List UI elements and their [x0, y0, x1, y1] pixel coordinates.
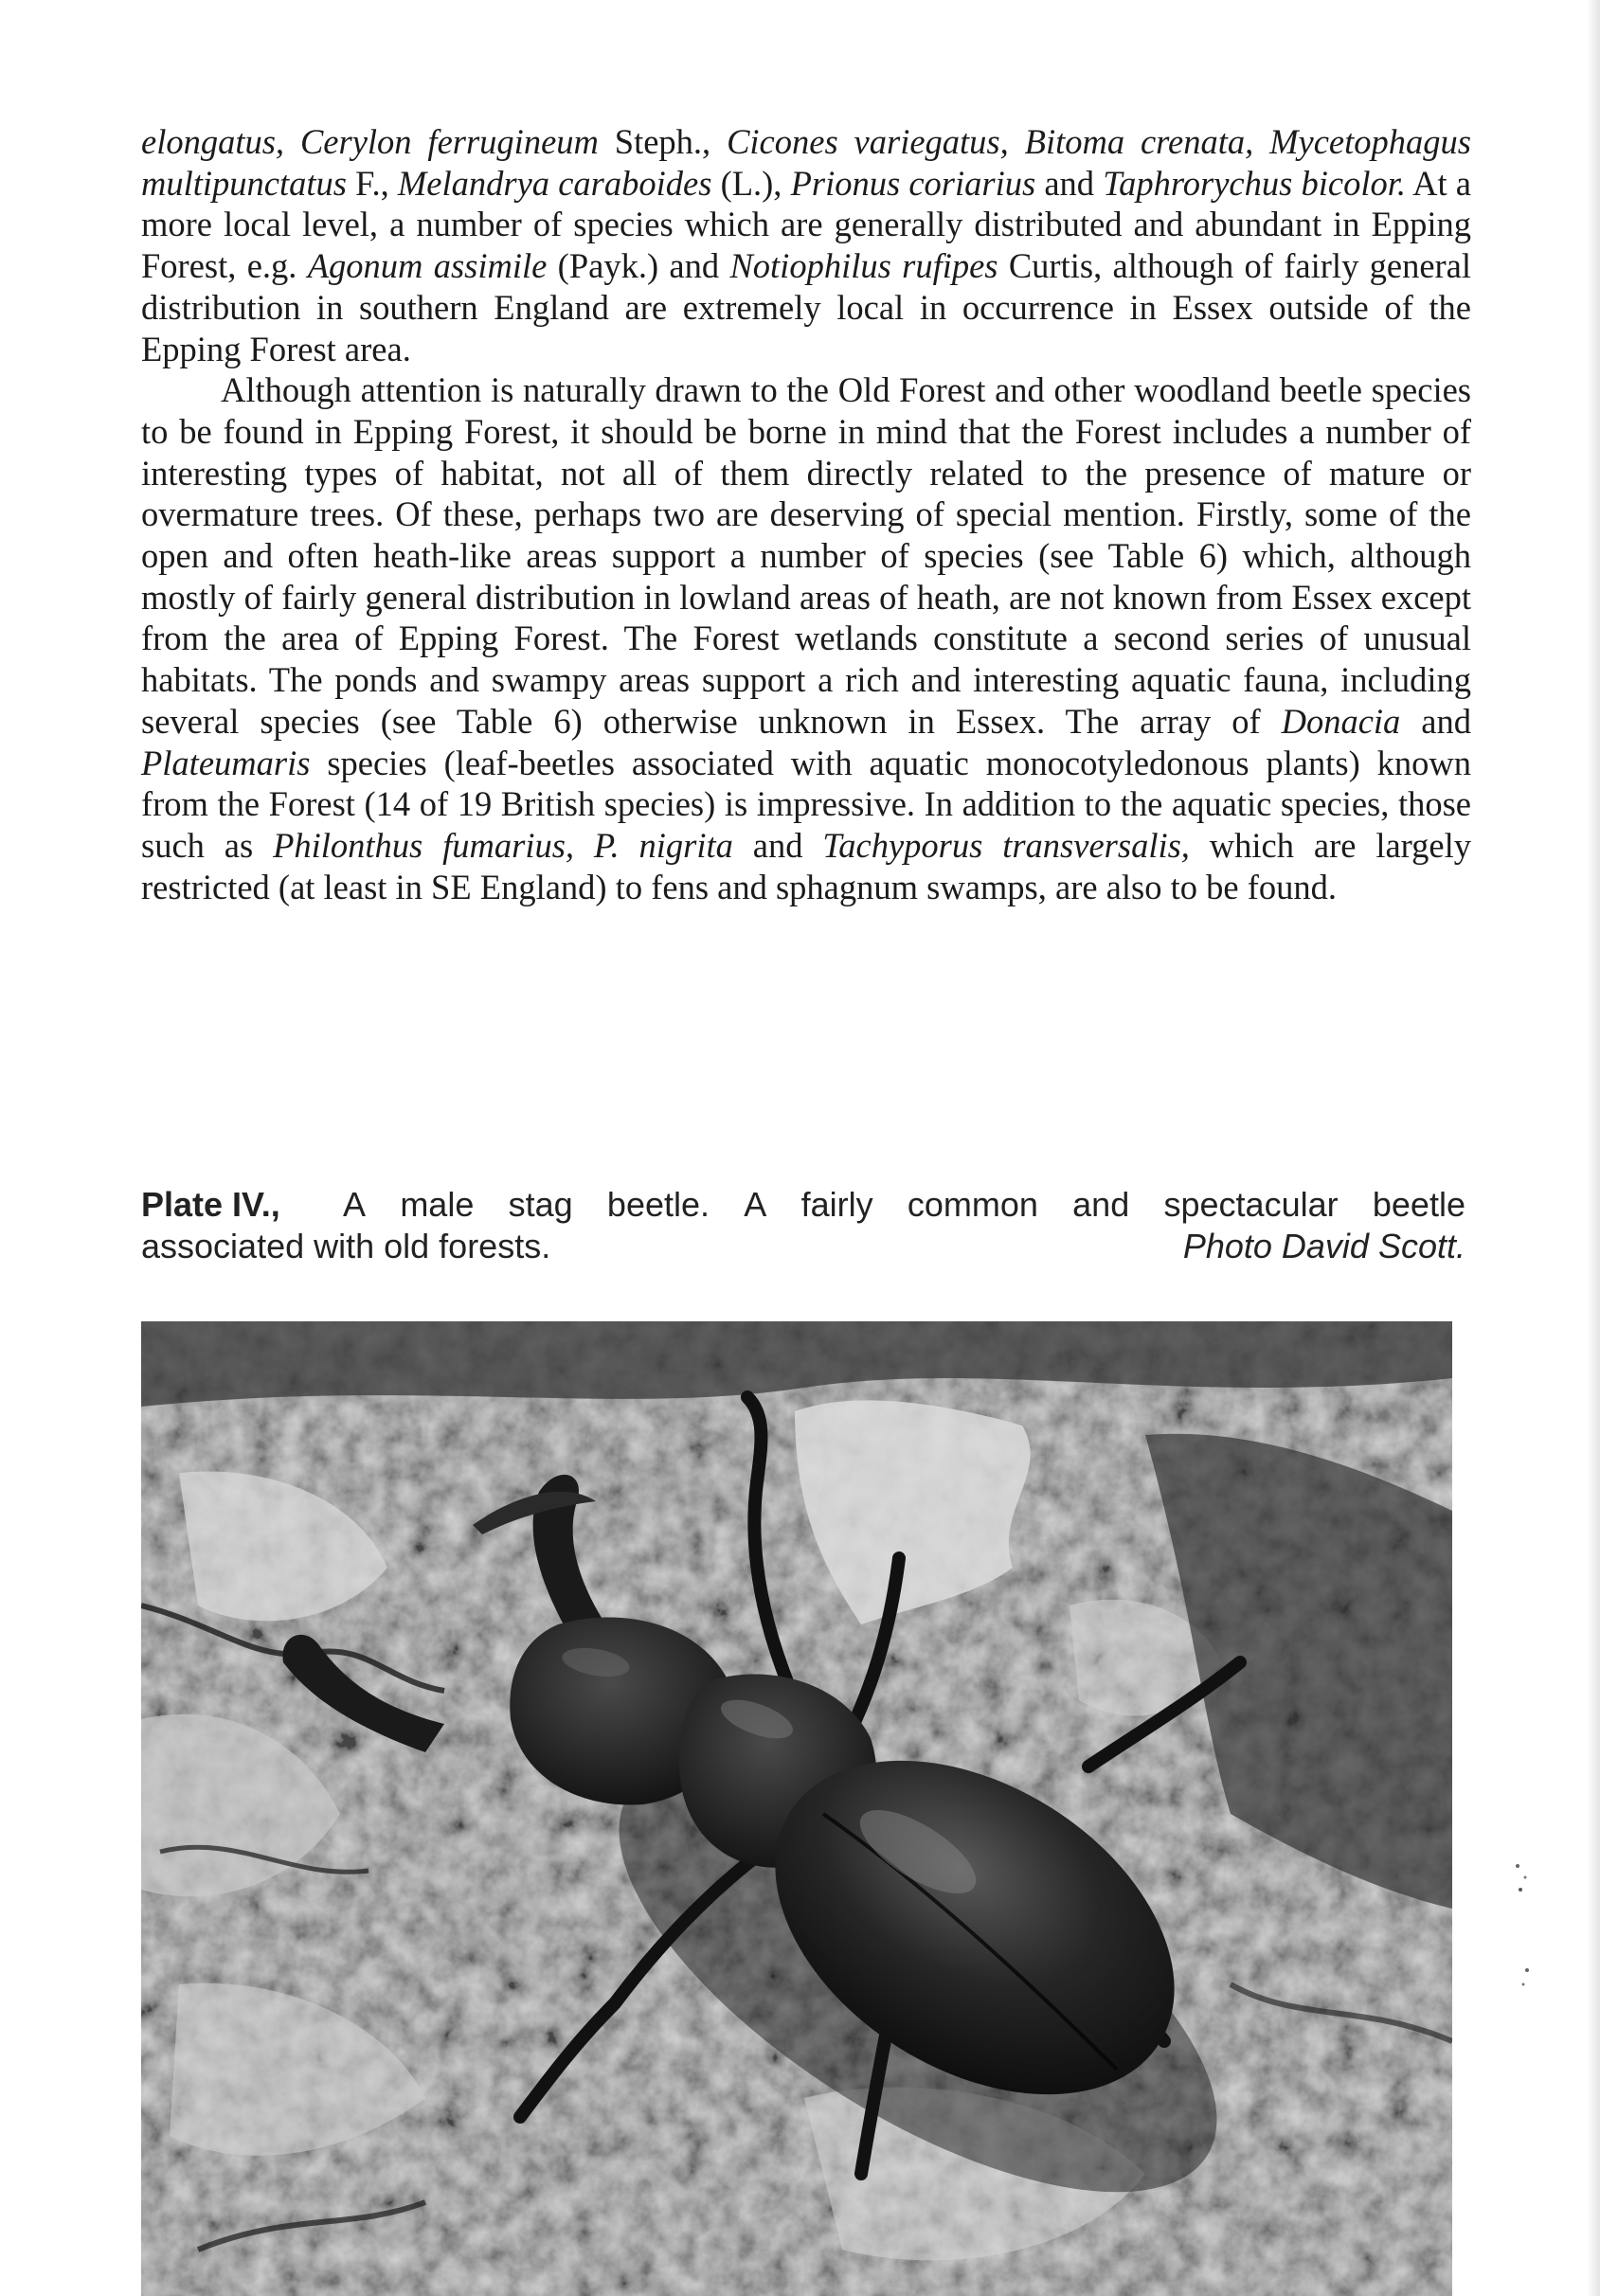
caption-line-1	[141, 1184, 1465, 1226]
caption-word: A	[744, 1185, 767, 1224]
text-run: Although attention is naturally drawn to the Old Forest and other woodland beetle species to be found in Epping Forest, it should be borne in mind that the Forest includes a number of interesting types of habitat, not all of them directly related to the presence of mature or overmature trees. Of these, perhaps two are deserving of special mention. Firstly, some of the open and often heath-like areas support a number of species (see Table 6) which, although mostly of fairly general distribution in lowland areas of heath, are not known from Essex except from the area of Epping Forest. The Forest wetlands constitute a second series of unusual habitats. The ponds and swampy areas support a rich and interesting aquatic fauna, including several species (see Table 6) otherwise unknown in Essex. The array of	[141, 370, 1471, 741]
species-cerylon: elongatus, Cerylon ferrugineum	[141, 122, 599, 161]
plate-label: Plate IV.,	[141, 1185, 280, 1224]
caption-word: and	[1072, 1185, 1130, 1224]
caption-word: A	[343, 1185, 367, 1224]
caption-word: male	[400, 1185, 475, 1224]
species-melandrya: Melandrya caraboides	[397, 163, 712, 203]
scan-specks	[1506, 1857, 1544, 2008]
caption-word: spectacular	[1163, 1185, 1339, 1224]
caption-line-2	[141, 1226, 1465, 1267]
paragraph-1	[141, 121, 1471, 369]
species-notiophilus: Notiophilus rufipes	[729, 246, 998, 286]
caption-word: beetle.	[606, 1185, 710, 1224]
text-run: and	[732, 825, 823, 865]
species-prionus: Prionus coriarius	[790, 163, 1036, 203]
caption-word: common	[907, 1185, 1038, 1224]
text-run: (L.),	[711, 163, 791, 203]
photo-credit: Photo David Scott.	[1182, 1227, 1465, 1265]
genus-plateumaris: Plateumaris	[141, 743, 311, 782]
species-tachyporus: Tachyporus transversalis,	[822, 825, 1190, 865]
species-list: Cicones variegatus, Bitoma crenata, Mycetophagus multipunctatus	[141, 122, 1471, 203]
text-run: At a more local level, a number of species which are generally distributed and abundant in Epping Forest, e.g.	[141, 163, 1471, 286]
text-run: and	[1035, 163, 1104, 203]
species-agonum: Agonum assimile	[307, 246, 548, 286]
species-philonthus: Philonthus fumarius, P. nigrita	[273, 825, 733, 865]
page-edge-shadow	[1587, 0, 1600, 2296]
plate-caption	[141, 1184, 1465, 1267]
species-taphrorychus: Taphrorychus bicolor.	[1103, 163, 1406, 203]
caption-text: associated with old forests.	[141, 1227, 551, 1265]
text-run: (Payk.) and	[547, 246, 730, 286]
caption-word: stag	[508, 1185, 573, 1224]
text-run: Steph.,	[598, 122, 728, 161]
text-run: and	[1400, 701, 1471, 741]
stag-beetle-photo	[141, 1321, 1452, 2296]
article-body	[141, 121, 1471, 907]
text-run: which are largely restricted (at least in SE England) to fens and sphagnum swamps, are also to be found.	[141, 825, 1471, 906]
caption-word: fairly	[800, 1185, 873, 1224]
text-run: Curtis, although of fairly general distribution in southern England are extremely local in occurrence in Essex outside of the Epping Forest area.	[141, 246, 1472, 368]
stag-beetle-photo-graphic	[141, 1321, 1452, 2296]
paragraph-2	[141, 369, 1471, 907]
text-run: F.,	[346, 163, 398, 203]
caption-word: beetle	[1372, 1185, 1465, 1224]
genus-donacia: Donacia	[1281, 701, 1401, 741]
text-run: species (leaf-beetles associated with aquatic monocotyledonous plants) known from the Forest (14 of 19 British species) is impressive. In addition to the aquatic species, those such as	[141, 743, 1471, 865]
